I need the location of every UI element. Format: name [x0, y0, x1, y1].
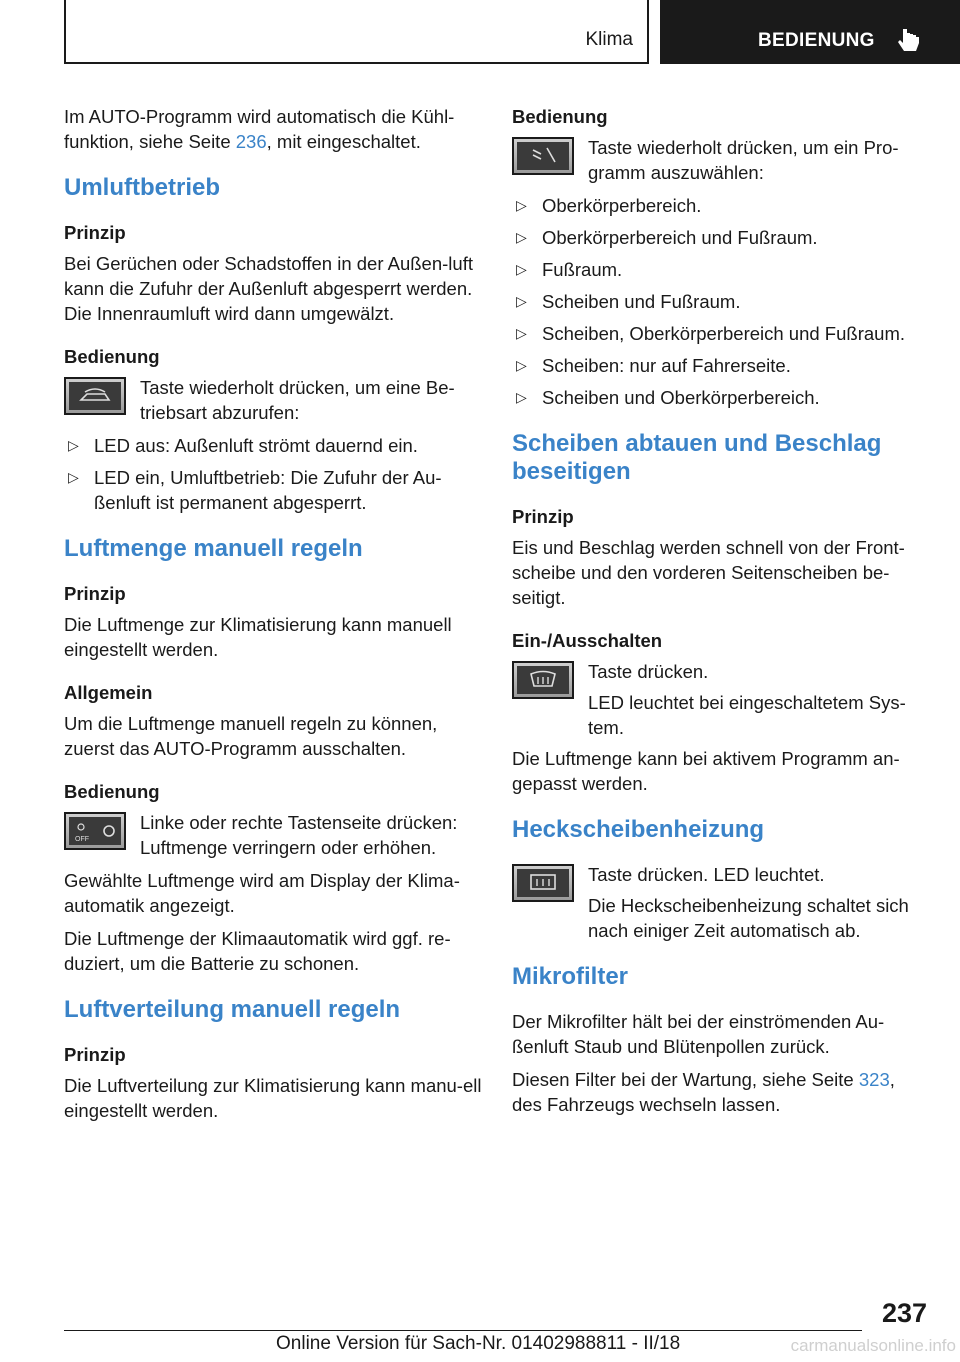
- heading-luftmenge: Luftmenge manuell regeln: [64, 535, 363, 562]
- subheading-bedienung: Bedienung: [64, 346, 160, 367]
- list-item: ▷ Oberkörperbereich und Fußraum.: [512, 225, 922, 250]
- abtauen-text: Eis und Beschlag werden schnell von der Front-scheibe und den vorderen Seitenscheiben be-seitigt.: [512, 537, 905, 608]
- list-item: ▷ Oberkörperbereich.: [512, 193, 922, 218]
- right-column: [512, 104, 922, 1125]
- distribution-list: [512, 193, 922, 410]
- header-chapter-box: [660, 0, 960, 64]
- heading-luftverteilung: Luftverteilung manuell regeln: [64, 996, 401, 1023]
- watermark: carmanualsonline.info: [790, 1336, 956, 1355]
- recirculation-text: Taste wiederholt drücken, um eine Be-triebsart abzurufen:: [140, 377, 455, 423]
- subheading-prinzip: Prinzip: [64, 222, 126, 243]
- defrost-programm-text: Die Luftmenge kann bei aktivem Programm an-gepasst werden.: [512, 748, 900, 794]
- header-chapter-title: BEDIENUNG: [758, 30, 875, 51]
- footer-divider: [64, 1330, 862, 1331]
- luftmenge-text: Die Luftmenge zur Klimatisierung kann manuell eingestellt werden.: [64, 614, 452, 660]
- fan-icon: [69, 817, 121, 845]
- umluft-text: Bei Gerüchen oder Schadstoffen in der Außen-luft kann die Zufuhr der Außenluft abgesperrt werden. Die Innenraumluft wird dann umgewälzt.: [64, 253, 473, 324]
- mikrofilter-text: Der Mikrofilter hält bei der einströmenden Au-ßenluft Staub und Blütenpollen zurück.: [512, 1011, 885, 1057]
- distribution-button-row: [512, 135, 922, 187]
- rear-window-heater-icon: [517, 869, 569, 897]
- page-link-236[interactable]: 236: [235, 131, 267, 152]
- intro-paragraph: Im AUTO-Programm wird automatisch die Kühl-funktion, siehe Seite 236, mit eingeschaltet.: [64, 106, 455, 152]
- luftverteilung-text: Die Luftverteilung zur Klimatisierung kann manu-ell eingestellt werden.: [64, 1075, 482, 1121]
- subheading-bedienung: Bedienung: [64, 781, 160, 802]
- subheading-ein-aus: Ein-/Ausschalten: [512, 630, 663, 651]
- recirculation-list: [64, 433, 484, 515]
- fan-text: Linke oder rechte Tastenseite drücken: Luftmenge verringern oder erhöhen.: [140, 812, 458, 858]
- recirculation-icon: [69, 382, 121, 410]
- air-distribution-icon: [517, 142, 569, 170]
- list-item: ▷ LED aus: Außenluft strömt dauernd ein.: [64, 433, 484, 458]
- subheading-prinzip: Prinzip: [512, 506, 574, 527]
- distribution-button: [512, 137, 574, 175]
- hand-pointer-icon: [896, 27, 922, 55]
- subheading-allgemein: Allgemein: [64, 682, 153, 703]
- defrost-button-row: [512, 659, 922, 740]
- heading-umluftbetrieb: Umluftbetrieb: [64, 174, 220, 201]
- subheading-prinzip: Prinzip: [64, 583, 126, 604]
- heading-scheiben-abtauen: Scheiben abtauen und Beschlag beseitigen: [512, 430, 882, 485]
- heading-mikrofilter: Mikrofilter: [512, 963, 629, 990]
- distribution-text: Taste wiederholt drücken, um ein Pro-gramm auszuwählen:: [588, 137, 899, 183]
- list-item: ▷ LED ein, Umluftbetrieb: Die Zufuhr der Au-ßenluft ist permanent abgesperrt.: [64, 465, 484, 515]
- rear-heater-off-text: Die Heckscheibenheizung schaltet sich nach einiger Zeit automatisch ab.: [588, 895, 909, 941]
- luftmenge-display-text: Gewählte Luftmenge wird am Display der Klima-automatik angezeigt.: [64, 870, 460, 916]
- recirculation-button: [64, 377, 126, 415]
- defrost-led-text: LED leuchtet bei eingeschaltetem Sys-tem.: [588, 692, 906, 738]
- list-item: ▷ Scheiben: nur auf Fahrerseite.: [512, 353, 922, 378]
- list-item: ▷ Scheiben und Oberkörperbereich.: [512, 385, 922, 410]
- list-item: ▷ Scheiben, Oberkörperbereich und Fußraum.: [512, 321, 922, 346]
- defrost-text: Taste drücken.: [588, 661, 709, 682]
- page-number: 237: [881, 1298, 927, 1328]
- defrost-button: [512, 661, 574, 699]
- fan-button: [64, 812, 126, 850]
- header-section-box: [64, 0, 649, 64]
- list-item: ▷ Fußraum.: [512, 257, 922, 282]
- fan-off-label: OFF: [75, 836, 89, 843]
- recirculation-button-row: [64, 375, 484, 427]
- footer-text: Online Version für Sach-Nr. 01402988811 - II/18: [276, 1333, 681, 1354]
- heading-heckscheibenheizung: Heckscheibenheizung: [512, 816, 765, 843]
- mikrofilter-wartung-text: Diesen Filter bei der Wartung, siehe Seite 323, des Fahrzeugs wechseln lassen.: [512, 1069, 895, 1115]
- rear-heater-button-row: [512, 862, 922, 943]
- subheading-prinzip: Prinzip: [64, 1044, 126, 1065]
- rear-heater-text: Taste drücken. LED leuchtet.: [588, 864, 825, 885]
- fan-button-row: [64, 810, 484, 862]
- list-item: ▷ Scheiben und Fußraum.: [512, 289, 922, 314]
- subheading-bedienung: Bedienung: [512, 106, 608, 127]
- page-link-323[interactable]: 323: [858, 1069, 890, 1090]
- header-section-title: Klima: [585, 29, 633, 50]
- rear-heater-button: [512, 864, 574, 902]
- left-column: [64, 104, 484, 1131]
- defrost-icon: [517, 666, 569, 694]
- luftmenge-battery-text: Die Luftmenge der Klimaautomatik wird ggf. re-duziert, um die Batterie zu schonen.: [64, 928, 451, 974]
- allgemein-text: Um die Luftmenge manuell regeln zu können, zuerst das AUTO-Programm ausschalten.: [64, 713, 438, 759]
